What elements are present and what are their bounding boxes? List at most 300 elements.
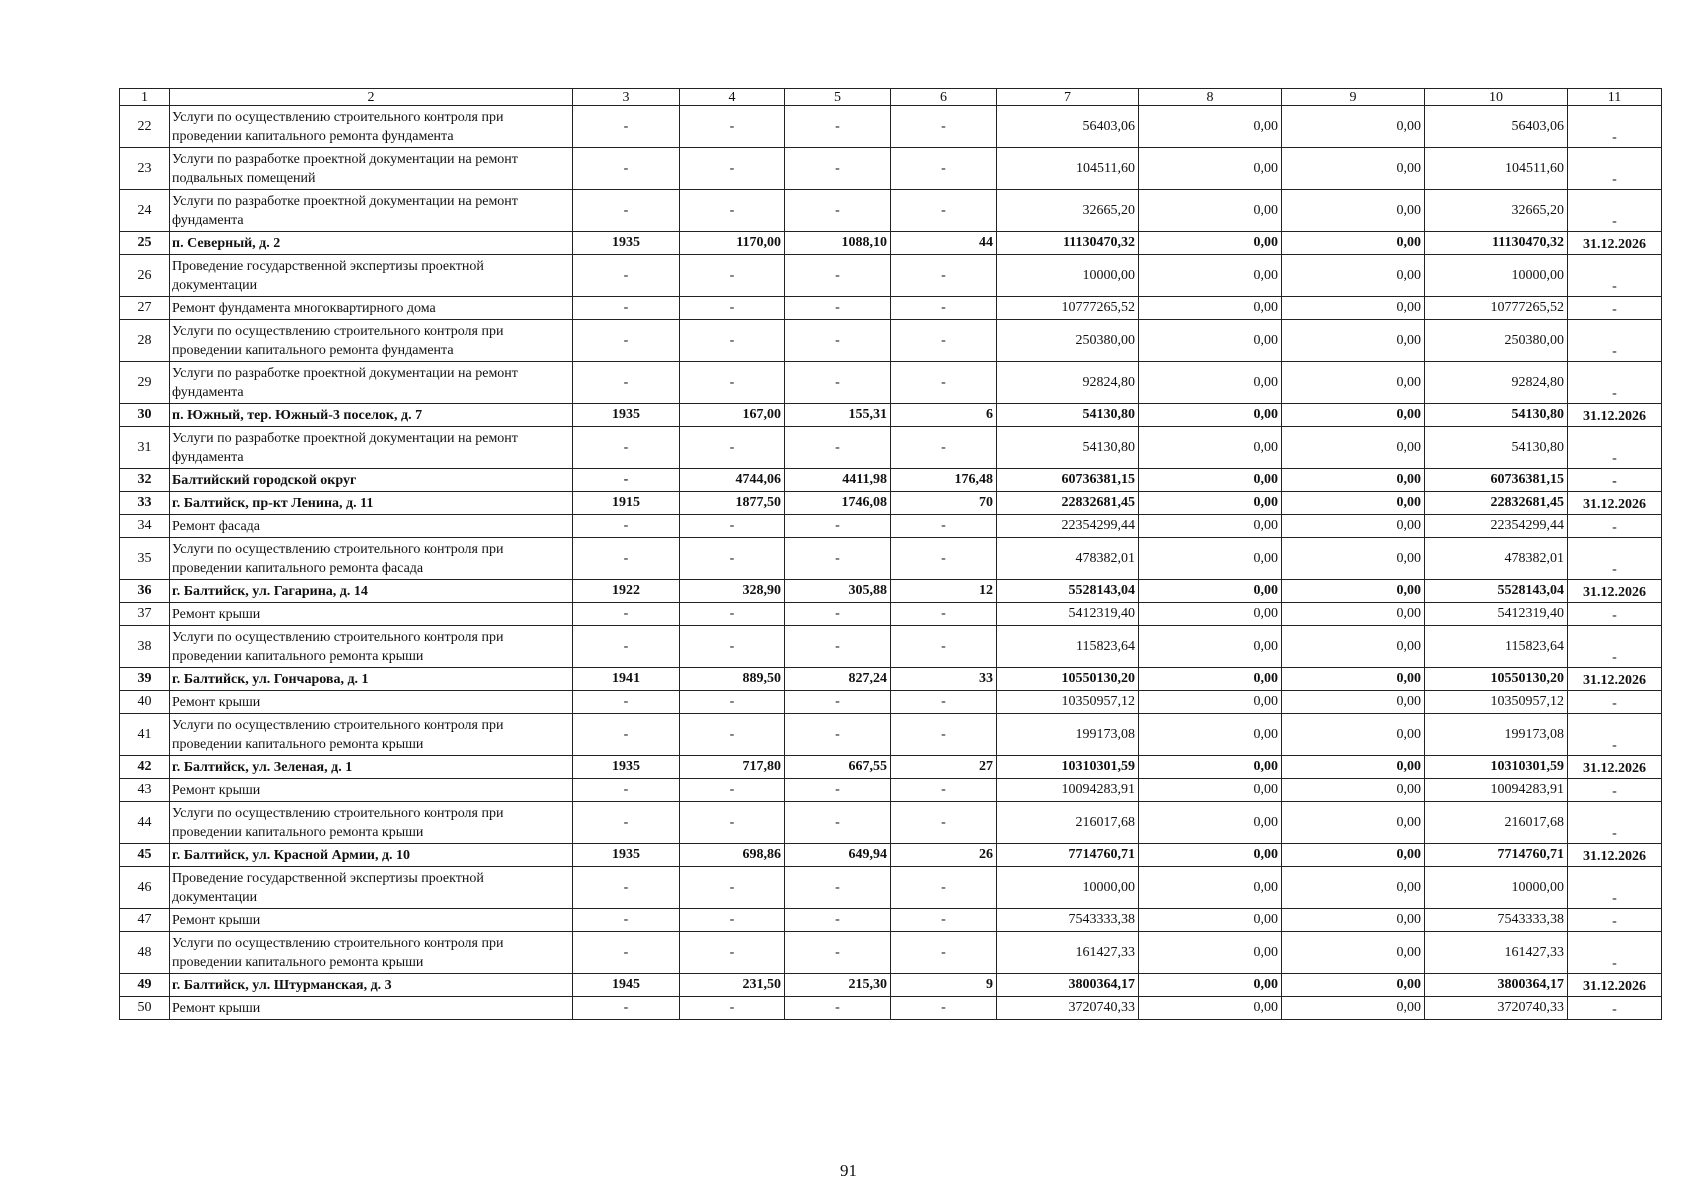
year-cell: - [573, 691, 680, 714]
budget-cell: 0,00 [1282, 190, 1425, 232]
cost-total-cell: 10094283,91 [997, 779, 1139, 802]
row-number-cell: 33 [120, 492, 170, 515]
table-row [120, 362, 1662, 404]
budget-cell: 0,00 [1282, 255, 1425, 297]
residents-cell: - [891, 255, 997, 297]
budget-cell: 0,00 [1282, 714, 1425, 756]
cost-total-cell: 216017,68 [997, 802, 1139, 844]
row-number-cell: 31 [120, 427, 170, 469]
area-living-cell: - [785, 538, 891, 580]
fund-cell: 0,00 [1139, 404, 1282, 427]
area-living-cell: - [785, 362, 891, 404]
table-row [120, 190, 1662, 232]
budget-cell: 0,00 [1282, 909, 1425, 932]
owners-cell: 22354299,44 [1425, 515, 1568, 538]
budget-cell: 0,00 [1282, 297, 1425, 320]
deadline-cell: 31.12.2026 [1568, 404, 1662, 427]
row-number-cell: 22 [120, 106, 170, 148]
table-row [120, 297, 1662, 320]
year-cell: 1915 [573, 492, 680, 515]
year-cell: - [573, 626, 680, 668]
table-group-row [120, 232, 1662, 255]
column-number-cell: 9 [1282, 89, 1425, 106]
cost-total-cell: 10000,00 [997, 255, 1139, 297]
deadline-cell: 31.12.2026 [1568, 492, 1662, 515]
owners-cell: 11130470,32 [1425, 232, 1568, 255]
area-total-cell: - [680, 427, 785, 469]
owners-cell: 104511,60 [1425, 148, 1568, 190]
row-number-cell: 38 [120, 626, 170, 668]
budget-cell: 0,00 [1282, 515, 1425, 538]
area-living-cell: - [785, 932, 891, 974]
fund-cell: 0,00 [1139, 714, 1282, 756]
name-cell: Ремонт крыши [170, 909, 573, 932]
deadline-cell: 31.12.2026 [1568, 974, 1662, 997]
row-number-cell: 24 [120, 190, 170, 232]
residents-cell: - [891, 320, 997, 362]
year-cell: - [573, 427, 680, 469]
year-cell: 1935 [573, 404, 680, 427]
name-cell: Услуги по разработке проектной документации на ремонт фундамента [170, 190, 573, 232]
table-row [120, 538, 1662, 580]
table-row [120, 867, 1662, 909]
cost-total-cell: 3800364,17 [997, 974, 1139, 997]
budget-cell: 0,00 [1282, 148, 1425, 190]
deadline-cell: - [1568, 320, 1662, 362]
owners-cell: 60736381,15 [1425, 469, 1568, 492]
budget-cell: 0,00 [1282, 974, 1425, 997]
year-cell: 1935 [573, 232, 680, 255]
residents-cell: 176,48 [891, 469, 997, 492]
area-living-cell: - [785, 626, 891, 668]
budget-cell: 0,00 [1282, 427, 1425, 469]
year-cell: - [573, 867, 680, 909]
row-number-cell: 44 [120, 802, 170, 844]
column-number-cell: 11 [1568, 89, 1662, 106]
budget-cell: 0,00 [1282, 867, 1425, 909]
area-living-cell: - [785, 190, 891, 232]
fund-cell: 0,00 [1139, 603, 1282, 626]
area-living-cell: 827,24 [785, 668, 891, 691]
deadline-cell: - [1568, 909, 1662, 932]
residents-cell: - [891, 538, 997, 580]
area-living-cell: - [785, 148, 891, 190]
column-number-cell: 6 [891, 89, 997, 106]
name-cell: г. Балтийск, пр-кт Ленина, д. 11 [170, 492, 573, 515]
deadline-cell: - [1568, 714, 1662, 756]
table-row [120, 779, 1662, 802]
fund-cell: 0,00 [1139, 974, 1282, 997]
deadline-cell: - [1568, 626, 1662, 668]
area-total-cell: 231,50 [680, 974, 785, 997]
area-total-cell: 889,50 [680, 668, 785, 691]
area-living-cell: 667,55 [785, 756, 891, 779]
fund-cell: 0,00 [1139, 932, 1282, 974]
table-row [120, 255, 1662, 297]
year-cell: - [573, 297, 680, 320]
residents-cell: - [891, 997, 997, 1020]
fund-cell: 0,00 [1139, 106, 1282, 148]
deadline-cell: 31.12.2026 [1568, 232, 1662, 255]
area-living-cell: 155,31 [785, 404, 891, 427]
row-number-cell: 47 [120, 909, 170, 932]
area-total-cell: - [680, 190, 785, 232]
fund-cell: 0,00 [1139, 691, 1282, 714]
fund-cell: 0,00 [1139, 297, 1282, 320]
residents-cell: - [891, 779, 997, 802]
area-living-cell: - [785, 106, 891, 148]
column-number-cell: 8 [1139, 89, 1282, 106]
owners-cell: 10094283,91 [1425, 779, 1568, 802]
row-number-cell: 25 [120, 232, 170, 255]
budget-cell: 0,00 [1282, 626, 1425, 668]
table-row [120, 932, 1662, 974]
owners-cell: 54130,80 [1425, 404, 1568, 427]
owners-cell: 161427,33 [1425, 932, 1568, 974]
area-living-cell: - [785, 909, 891, 932]
row-number-cell: 45 [120, 844, 170, 867]
row-number-cell: 40 [120, 691, 170, 714]
cost-total-cell: 54130,80 [997, 427, 1139, 469]
cost-total-cell: 115823,64 [997, 626, 1139, 668]
area-living-cell: 1088,10 [785, 232, 891, 255]
name-cell: Ремонт крыши [170, 603, 573, 626]
cost-total-cell: 5412319,40 [997, 603, 1139, 626]
cost-total-cell: 32665,20 [997, 190, 1139, 232]
deadline-cell: - [1568, 190, 1662, 232]
deadline-cell: - [1568, 106, 1662, 148]
owners-cell: 3720740,33 [1425, 997, 1568, 1020]
residents-cell: - [891, 190, 997, 232]
area-total-cell: 167,00 [680, 404, 785, 427]
cost-total-cell: 199173,08 [997, 714, 1139, 756]
cost-total-cell: 10777265,52 [997, 297, 1139, 320]
fund-cell: 0,00 [1139, 802, 1282, 844]
name-cell: Ремонт крыши [170, 779, 573, 802]
deadline-cell: - [1568, 779, 1662, 802]
budget-cell: 0,00 [1282, 779, 1425, 802]
row-number-cell: 46 [120, 867, 170, 909]
area-total-cell: 717,80 [680, 756, 785, 779]
fund-cell: 0,00 [1139, 255, 1282, 297]
year-cell: 1922 [573, 580, 680, 603]
budget-cell: 0,00 [1282, 362, 1425, 404]
budget-cell: 0,00 [1282, 580, 1425, 603]
table-row [120, 626, 1662, 668]
table-row [120, 515, 1662, 538]
name-cell: Услуги по осуществлению строительного контроля при проведении капитального ремонта крыши [170, 626, 573, 668]
column-number-cell: 5 [785, 89, 891, 106]
name-cell: Ремонт фасада [170, 515, 573, 538]
cost-total-cell: 60736381,15 [997, 469, 1139, 492]
area-living-cell: 215,30 [785, 974, 891, 997]
fund-cell: 0,00 [1139, 190, 1282, 232]
budget-cell: 0,00 [1282, 668, 1425, 691]
table-row [120, 909, 1662, 932]
residents-cell: - [891, 297, 997, 320]
fund-cell: 0,00 [1139, 362, 1282, 404]
table-row [120, 106, 1662, 148]
area-total-cell: - [680, 148, 785, 190]
row-number-cell: 34 [120, 515, 170, 538]
area-living-cell: - [785, 997, 891, 1020]
area-total-cell: - [680, 515, 785, 538]
deadline-cell: 31.12.2026 [1568, 580, 1662, 603]
area-total-cell: 698,86 [680, 844, 785, 867]
name-cell: Услуги по разработке проектной документации на ремонт фундамента [170, 362, 573, 404]
residents-cell: - [891, 626, 997, 668]
row-number-cell: 23 [120, 148, 170, 190]
cost-total-cell: 10000,00 [997, 867, 1139, 909]
residents-cell: - [891, 148, 997, 190]
name-cell: Ремонт крыши [170, 691, 573, 714]
year-cell: - [573, 190, 680, 232]
row-number-cell: 35 [120, 538, 170, 580]
budget-cell: 0,00 [1282, 997, 1425, 1020]
area-total-cell: 4744,06 [680, 469, 785, 492]
deadline-cell: 31.12.2026 [1568, 668, 1662, 691]
row-number-cell: 42 [120, 756, 170, 779]
name-cell: Услуги по разработке проектной документации на ремонт фундамента [170, 427, 573, 469]
deadline-cell: - [1568, 148, 1662, 190]
area-total-cell: - [680, 626, 785, 668]
area-total-cell: - [680, 362, 785, 404]
owners-cell: 22832681,45 [1425, 492, 1568, 515]
year-cell: - [573, 779, 680, 802]
area-total-cell: - [680, 714, 785, 756]
owners-cell: 56403,06 [1425, 106, 1568, 148]
fund-cell: 0,00 [1139, 756, 1282, 779]
data-table [119, 88, 1662, 1020]
table-row [120, 148, 1662, 190]
budget-cell: 0,00 [1282, 320, 1425, 362]
area-total-cell: - [680, 603, 785, 626]
deadline-cell: - [1568, 297, 1662, 320]
owners-cell: 10350957,12 [1425, 691, 1568, 714]
residents-cell: - [891, 362, 997, 404]
cost-total-cell: 5528143,04 [997, 580, 1139, 603]
deadline-cell: - [1568, 469, 1662, 492]
table-row [120, 320, 1662, 362]
row-number-cell: 36 [120, 580, 170, 603]
year-cell: 1935 [573, 844, 680, 867]
year-cell: - [573, 515, 680, 538]
row-number-cell: 43 [120, 779, 170, 802]
owners-cell: 216017,68 [1425, 802, 1568, 844]
area-living-cell: 1746,08 [785, 492, 891, 515]
owners-cell: 5528143,04 [1425, 580, 1568, 603]
fund-cell: 0,00 [1139, 515, 1282, 538]
table-group-row [120, 404, 1662, 427]
area-total-cell: - [680, 997, 785, 1020]
budget-cell: 0,00 [1282, 492, 1425, 515]
cost-total-cell: 22832681,45 [997, 492, 1139, 515]
area-living-cell: 649,94 [785, 844, 891, 867]
owners-cell: 10777265,52 [1425, 297, 1568, 320]
row-number-cell: 30 [120, 404, 170, 427]
deadline-cell: - [1568, 427, 1662, 469]
area-total-cell: - [680, 909, 785, 932]
table-row [120, 997, 1662, 1020]
budget-cell: 0,00 [1282, 844, 1425, 867]
row-number-cell: 26 [120, 255, 170, 297]
fund-cell: 0,00 [1139, 668, 1282, 691]
year-cell: - [573, 603, 680, 626]
deadline-cell: 31.12.2026 [1568, 756, 1662, 779]
column-number-cell: 7 [997, 89, 1139, 106]
name-cell: Услуги по осуществлению строительного контроля при проведении капитального ремонта крыши [170, 932, 573, 974]
owners-cell: 54130,80 [1425, 427, 1568, 469]
year-cell: - [573, 255, 680, 297]
year-cell: 1945 [573, 974, 680, 997]
year-cell: - [573, 469, 680, 492]
area-living-cell: 305,88 [785, 580, 891, 603]
row-number-cell: 28 [120, 320, 170, 362]
owners-cell: 478382,01 [1425, 538, 1568, 580]
residents-cell: - [891, 691, 997, 714]
cost-total-cell: 10550130,20 [997, 668, 1139, 691]
table-row [120, 427, 1662, 469]
area-living-cell: - [785, 714, 891, 756]
cost-total-cell: 3720740,33 [997, 997, 1139, 1020]
owners-cell: 7714760,71 [1425, 844, 1568, 867]
area-total-cell: 1170,00 [680, 232, 785, 255]
row-number-cell: 39 [120, 668, 170, 691]
deadline-cell: - [1568, 515, 1662, 538]
name-cell: Услуги по разработке проектной документации на ремонт подвальных помещений [170, 148, 573, 190]
deadline-cell: 31.12.2026 [1568, 844, 1662, 867]
year-cell: - [573, 538, 680, 580]
cost-total-cell: 478382,01 [997, 538, 1139, 580]
table-row [120, 802, 1662, 844]
area-living-cell: - [785, 691, 891, 714]
name-cell: Услуги по осуществлению строительного контроля при проведении капитального ремонта фундамента [170, 320, 573, 362]
area-living-cell: - [785, 255, 891, 297]
deadline-cell: - [1568, 932, 1662, 974]
owners-cell: 7543333,38 [1425, 909, 1568, 932]
area-total-cell: - [680, 802, 785, 844]
budget-cell: 0,00 [1282, 932, 1425, 974]
owners-cell: 5412319,40 [1425, 603, 1568, 626]
residents-cell: - [891, 106, 997, 148]
deadline-cell: - [1568, 802, 1662, 844]
row-number-cell: 27 [120, 297, 170, 320]
area-total-cell: 1877,50 [680, 492, 785, 515]
cost-total-cell: 250380,00 [997, 320, 1139, 362]
owners-cell: 10000,00 [1425, 255, 1568, 297]
fund-cell: 0,00 [1139, 427, 1282, 469]
name-cell: г. Балтийск, ул. Штурманская, д. 3 [170, 974, 573, 997]
residents-cell: - [891, 714, 997, 756]
name-cell: Ремонт крыши [170, 997, 573, 1020]
fund-cell: 0,00 [1139, 538, 1282, 580]
name-cell: г. Балтийск, ул. Гончарова, д. 1 [170, 668, 573, 691]
area-total-cell: - [680, 106, 785, 148]
cost-total-cell: 92824,80 [997, 362, 1139, 404]
budget-cell: 0,00 [1282, 756, 1425, 779]
name-cell: г. Балтийск, ул. Гагарина, д. 14 [170, 580, 573, 603]
table-row [120, 714, 1662, 756]
column-number-cell: 4 [680, 89, 785, 106]
fund-cell: 0,00 [1139, 867, 1282, 909]
column-number-cell: 10 [1425, 89, 1568, 106]
year-cell: - [573, 106, 680, 148]
area-living-cell: - [785, 320, 891, 362]
budget-cell: 0,00 [1282, 232, 1425, 255]
name-cell: Услуги по осуществлению строительного контроля при проведении капитального ремонта крыши [170, 802, 573, 844]
area-living-cell: - [785, 515, 891, 538]
column-number-row [120, 89, 1662, 106]
residents-cell: 44 [891, 232, 997, 255]
owners-cell: 10000,00 [1425, 867, 1568, 909]
year-cell: - [573, 802, 680, 844]
row-number-cell: 29 [120, 362, 170, 404]
area-total-cell: 328,90 [680, 580, 785, 603]
column-number-cell: 1 [120, 89, 170, 106]
row-number-cell: 41 [120, 714, 170, 756]
row-number-cell: 37 [120, 603, 170, 626]
name-cell: Ремонт фундамента многоквартирного дома [170, 297, 573, 320]
area-living-cell: - [785, 779, 891, 802]
cost-total-cell: 104511,60 [997, 148, 1139, 190]
area-total-cell: - [680, 691, 785, 714]
area-total-cell: - [680, 538, 785, 580]
area-living-cell: - [785, 297, 891, 320]
residents-cell: 26 [891, 844, 997, 867]
budget-cell: 0,00 [1282, 802, 1425, 844]
owners-cell: 10310301,59 [1425, 756, 1568, 779]
residents-cell: 70 [891, 492, 997, 515]
name-cell: Балтийский городской округ [170, 469, 573, 492]
table-body [120, 89, 1662, 1020]
year-cell: 1941 [573, 668, 680, 691]
budget-cell: 0,00 [1282, 603, 1425, 626]
name-cell: п. Северный, д. 2 [170, 232, 573, 255]
column-number-cell: 2 [170, 89, 573, 106]
fund-cell: 0,00 [1139, 909, 1282, 932]
owners-cell: 32665,20 [1425, 190, 1568, 232]
residents-cell: - [891, 515, 997, 538]
residents-cell: 9 [891, 974, 997, 997]
owners-cell: 3800364,17 [1425, 974, 1568, 997]
area-total-cell: - [680, 867, 785, 909]
column-number-cell: 3 [573, 89, 680, 106]
owners-cell: 115823,64 [1425, 626, 1568, 668]
cost-total-cell: 7543333,38 [997, 909, 1139, 932]
row-number-cell: 32 [120, 469, 170, 492]
page-number: 91 [840, 1161, 857, 1180]
residents-cell: 33 [891, 668, 997, 691]
residents-cell: - [891, 802, 997, 844]
residents-cell: 27 [891, 756, 997, 779]
table-row [120, 691, 1662, 714]
row-number-cell: 50 [120, 997, 170, 1020]
year-cell: 1935 [573, 756, 680, 779]
deadline-cell: - [1568, 867, 1662, 909]
cost-total-cell: 22354299,44 [997, 515, 1139, 538]
owners-cell: 10550130,20 [1425, 668, 1568, 691]
budget-cell: 0,00 [1282, 469, 1425, 492]
cost-total-cell: 7714760,71 [997, 844, 1139, 867]
year-cell: - [573, 362, 680, 404]
table-group-row [120, 469, 1662, 492]
table-group-row [120, 668, 1662, 691]
fund-cell: 0,00 [1139, 626, 1282, 668]
area-total-cell: - [680, 779, 785, 802]
table-group-row [120, 756, 1662, 779]
fund-cell: 0,00 [1139, 997, 1282, 1020]
year-cell: - [573, 148, 680, 190]
